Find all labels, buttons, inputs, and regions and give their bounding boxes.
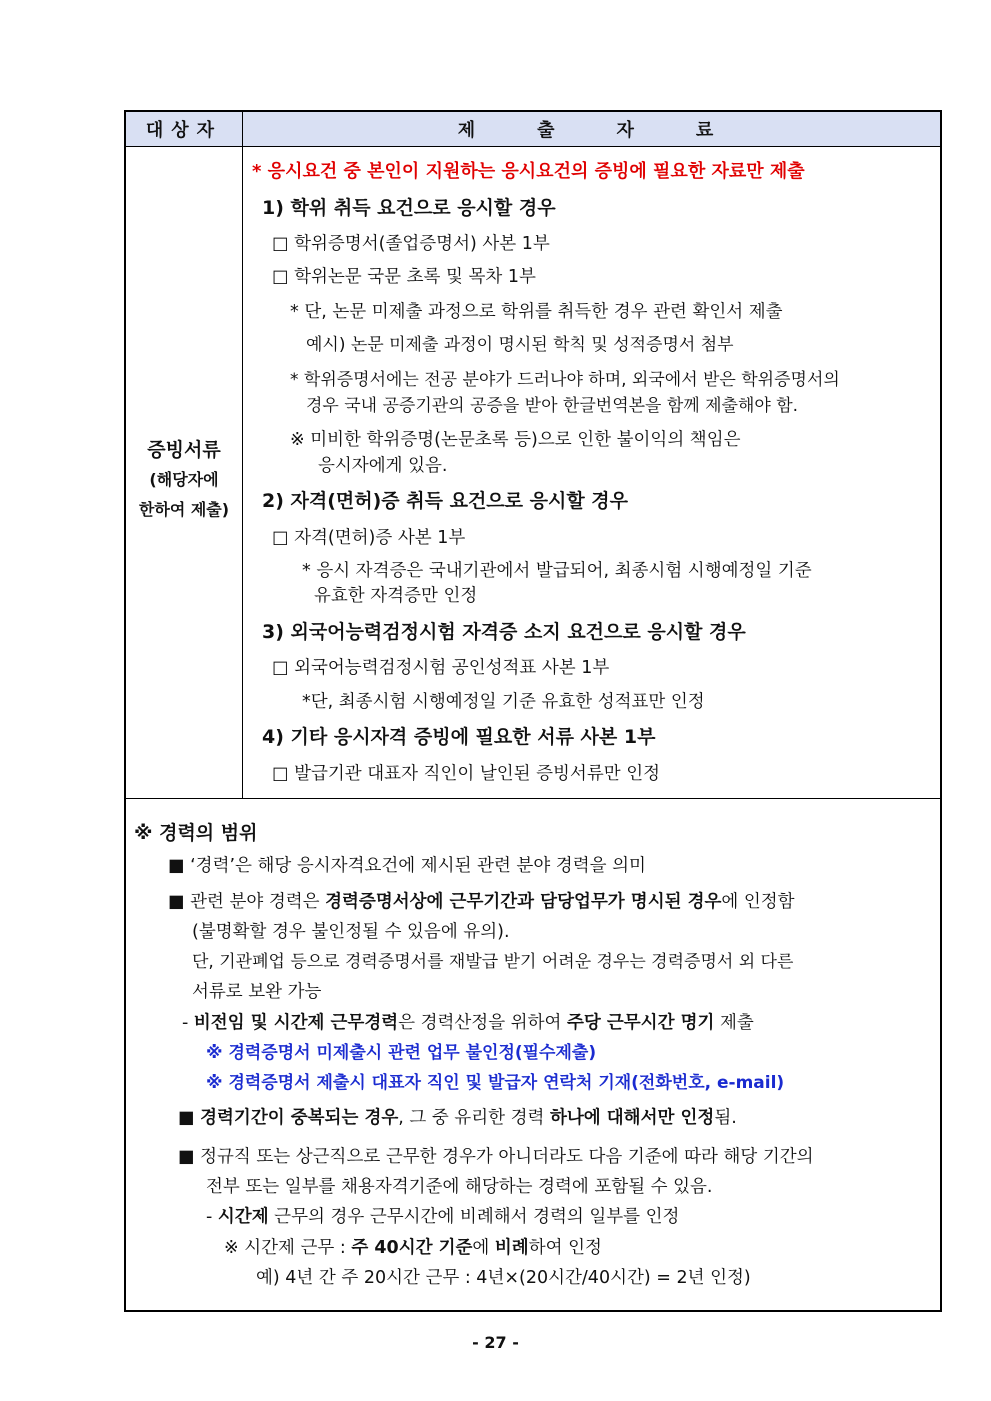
career-bullet-2-line-3: 단, 기관폐업 등으로 경력증명서를 재발급 받기 어려운 경우는 경력증명서 외 다른 [192, 952, 794, 972]
career-note-blue-2: ※ 경력증명서 제출시 대표자 직인 및 발급자 연락처 기재(전화번호, e-mail) [206, 1073, 785, 1093]
career-bullet-4: ■ 정규직 또는 상근직으로 근무한 경우가 아니더라도 다음 기준에 따라 해당 기간의 [178, 1147, 814, 1167]
page-number: - 27 - [472, 1333, 519, 1352]
section-1-note-1b: 예시) 논문 미제출 과정이 명시된 학칙 및 성적증명서 첨부 [306, 335, 734, 355]
section-3-title: 3) 외국어능력검정시험 자격증 소지 요건으로 응시할 경우 [262, 621, 746, 643]
career-bullet-4-line-2: 전부 또는 일부를 채용자격기준에 해당하는 경력에 포함될 수 있음. [206, 1177, 713, 1197]
section-1-note-2b: 경우 국내 공증기관의 공증을 받아 한글번역본을 함께 제출해야 함. [306, 396, 799, 416]
section-1-note-2a: * 학위증명서에는 전공 분야가 드러나야 하며, 외국에서 받은 학위증명서의 [290, 370, 840, 390]
section-2-note-1b: 유효한 자격증만 인정 [314, 586, 478, 606]
career-bullet-2-line-2: (불명확할 경우 불인정될 수 있음에 유의). [192, 922, 510, 942]
section-1-item-1: □ 학위증명서(졸업증명서) 사본 1부 [272, 234, 550, 254]
section-2-item-1: □ 자격(면허)증 사본 1부 [272, 528, 466, 548]
career-bullet-1: ■ ‘경력’은 해당 응시자격요건에 제시된 관련 분야 경력을 의미 [168, 856, 646, 876]
section-1-item-2: □ 학위논문 국문 초록 및 목차 1부 [272, 267, 536, 287]
career-example: 예) 4년 간 주 20시간 근무 : 4년×(20시간/40시간) = 2년 인정) [256, 1268, 751, 1288]
header-documents: 제출자료 [457, 120, 776, 141]
section-3-item-1: □ 외국어능력검정시험 공인성적표 사본 1부 [272, 658, 610, 678]
section-1-note-3a: ※ 미비한 학위증명(논문초록 등)으로 인한 불이익의 책임은 [290, 430, 741, 450]
label-condition-1: (해당자에 [149, 470, 219, 489]
target-cell [126, 147, 243, 798]
career-title: ※ 경력의 범위 [134, 822, 258, 844]
header-target: 대상자 [126, 112, 243, 146]
career-bullet-2-line-4: 서류로 보완 가능 [192, 982, 322, 1002]
career-dash-2: - 시간제 근무의 경우 근무시간에 비례해서 경력의 일부를 인정 [206, 1207, 680, 1227]
section-3-note-1: *단, 최종시험 시행예정일 기준 유효한 성적표만 인정 [302, 692, 705, 712]
section-1-note-1a: * 단, 논문 미제출 과정으로 학위를 취득한 경우 관련 확인서 제출 [290, 302, 783, 322]
table-header [126, 112, 940, 147]
section-4-title: 4) 기타 응시자격 증빙에 필요한 서류 사본 1부 [262, 726, 656, 748]
label-evidence: 증빙서류 [147, 439, 221, 461]
section-2-title: 2) 자격(면허)증 취득 요건으로 응시할 경우 [262, 490, 629, 512]
career-note-blue-1: ※ 경력증명서 미제출시 관련 업무 불인정(필수제출) [206, 1043, 597, 1063]
section-4-item-1: □ 발급기관 대표자 직인이 날인된 증빙서류만 인정 [272, 764, 661, 784]
career-reference: ※ 시간제 근무 : 주 40시간 기준에 비례하여 인정 [224, 1238, 602, 1258]
notice-text: * 응시요건 중 본인이 지원하는 응시요건의 증빙에 필요한 자료만 제출 [252, 161, 805, 182]
section-1-note-3b: 응시자에게 있음. [318, 456, 448, 476]
section-1-title: 1) 학위 취득 요건으로 응시할 경우 [262, 197, 556, 219]
career-bullet-2: ■ 관련 분야 경력은 경력증명서상에 근무기간과 담당업무가 명시된 경우에 인정함 [168, 892, 795, 912]
section-2-note-1a: * 응시 자격증은 국내기관에서 발급되어, 최종시험 시행예정일 기준 [302, 561, 812, 581]
career-bullet-3: ■ 경력기간이 중복되는 경우, 그 중 유리한 경력 하나에 대해서만 인정됨. [178, 1108, 737, 1128]
career-dash-1: - 비전임 및 시간제 근무경력은 경력산정을 위하여 주당 근무시간 명기 제출 [182, 1013, 754, 1033]
submission-table [124, 110, 942, 1312]
documents-row [126, 147, 940, 799]
label-condition-2: 한하여 제출) [138, 500, 230, 519]
